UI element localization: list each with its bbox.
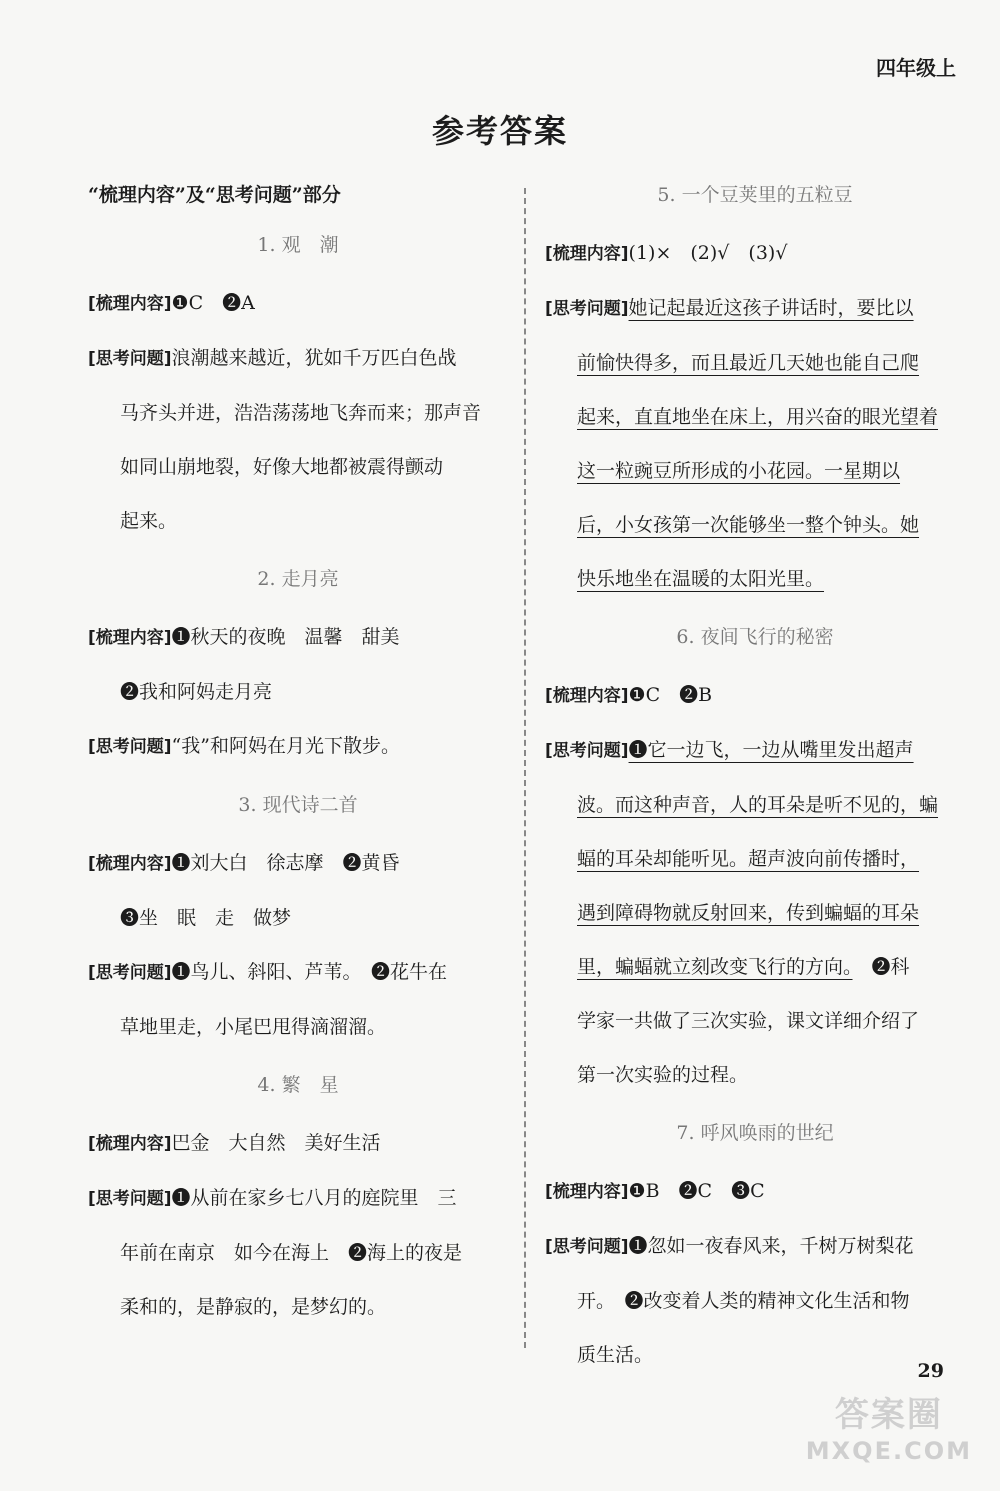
lesson-7-title: 7. 呼风唤雨的世纪 [676, 1122, 834, 1144]
lesson-2-thinking [88, 719, 508, 774]
answer-text: 起来。 [120, 510, 178, 532]
lesson-6-thinking [545, 723, 965, 1102]
lesson-6-sorting [545, 668, 965, 723]
answer-text: ❶C ❷B [628, 684, 713, 706]
tag-sorting: [梳理内容] [88, 1134, 172, 1154]
answer-text: ❸坐 眠 走 做梦 [120, 907, 292, 929]
tag-thinking: [思考问题] [545, 1237, 629, 1257]
tag-thinking: [思考问题] [88, 349, 172, 369]
left-column [88, 180, 508, 1334]
answer-text: 柔和的，是静寂的，是梦幻的。 [120, 1296, 387, 1318]
answer-text: 后，小女孩第一次能够坐一整个钟头。她 [577, 514, 920, 536]
page-number: 29 [917, 1360, 944, 1382]
lesson-4-title: 4. 繁 星 [257, 1074, 339, 1096]
tag-sorting: [梳理内容] [545, 244, 629, 264]
answer-text: 波。而这种声音，人的耳朵是听不见的，蝙 [577, 794, 939, 816]
tag-sorting: [梳理内容] [545, 1182, 629, 1202]
lesson-3-sorting [88, 836, 508, 945]
answer-text: ❷科 [852, 956, 910, 978]
tag-sorting: [梳理内容] [88, 628, 172, 648]
lesson-5-thinking [545, 281, 965, 606]
answer-text: 马齐头并进，浩浩荡荡地飞奔而来；那声音 [120, 402, 482, 424]
tag-thinking: [思考问题] [88, 737, 172, 757]
lesson-4-sorting [88, 1116, 508, 1171]
answer-text: ❶忽如一夜春风来，千树万树梨花 [628, 1235, 914, 1257]
answer-text: ❶鸟儿、斜阳、芦苇。 ❷花牛在 [171, 961, 448, 983]
lesson-2-sorting [88, 610, 508, 719]
tag-thinking: [思考问题] [88, 963, 172, 983]
tag-sorting: [梳理内容] [88, 294, 172, 314]
answer-text: ❶刘大白 徐志摩 ❷黄昏 [171, 852, 400, 874]
lesson-2-title: 2. 走月亮 [257, 568, 339, 590]
answer-text: 这一粒豌豆所形成的小花园。一星期以 [577, 460, 901, 482]
answer-text: 质生活。 [577, 1344, 654, 1366]
lesson-5-title: 5. 一个豆荚里的五粒豆 [657, 184, 853, 206]
answer-text: ❶秋天的夜晚 温馨 甜美 [171, 626, 400, 648]
answer-text: 起来，直直地坐在床上，用兴奋的眼光望着 [577, 406, 939, 428]
answer-text: 浪潮越来越近，犹如千万匹白色战 [171, 347, 457, 369]
answer-text: ❶B ❷C ❸C [628, 1180, 765, 1202]
answer-text: 蝠的耳朵却能听见。超声波向前传播时， [577, 848, 920, 870]
lesson-3-thinking [88, 945, 508, 1054]
section-heading: “梳理内容”及“思考问题”部分 [88, 184, 341, 206]
lesson-6-title: 6. 夜间飞行的秘密 [676, 626, 834, 648]
answer-text: 学家一共做了三次实验，课文详细介绍了 [577, 1010, 920, 1032]
answer-text: ❷我和阿妈走月亮 [120, 681, 273, 703]
answer-text: 她记起最近这孩子讲话时，要比以 [628, 297, 914, 319]
answer-text: ❶从前在家乡七八月的庭院里 三 [171, 1187, 457, 1209]
answer-text: 年前在南京 如今在海上 ❷海上的夜是 [120, 1242, 463, 1264]
column-divider [524, 188, 526, 1348]
answer-text: ❶C ❷A [171, 292, 255, 314]
answer-text: 里，蝙蝠就立刻改变飞行的方向。 [577, 956, 853, 978]
answer-text: 前愉快得多，而且最近几天她也能自己爬 [577, 352, 920, 374]
lesson-1-thinking [88, 331, 508, 548]
answer-text: 遇到障碍物就反射回来，传到蝙蝠的耳朵 [577, 902, 920, 924]
answer-text: ❶它一边飞，一边从嘴里发出超声 [628, 739, 914, 761]
answer-text: 第一次实验的过程。 [577, 1064, 749, 1086]
answer-text: “我”和阿妈在月光下散步。 [171, 735, 400, 757]
lesson-3-title: 3. 现代诗二首 [238, 794, 358, 816]
answer-text: (1)× (2)√ (3)√ [628, 242, 788, 264]
tag-thinking: [思考问题] [545, 299, 629, 319]
tag-sorting: [梳理内容] [88, 854, 172, 874]
lesson-4-thinking [88, 1171, 508, 1334]
answer-text: 如同山崩地裂，好像大地都被震得颤动 [120, 456, 444, 478]
lesson-5-sorting [545, 226, 965, 281]
tag-sorting: [梳理内容] [545, 686, 629, 706]
right-column [545, 180, 965, 1382]
lesson-1-sorting [88, 276, 508, 331]
lesson-7-thinking [545, 1219, 965, 1382]
watermark-logo: 答案圈 MXQE.COM [805, 1395, 972, 1465]
tag-thinking: [思考问题] [545, 741, 629, 761]
tag-thinking: [思考问题] [88, 1189, 172, 1209]
answer-text: 开。 ❷改变着人类的精神文化生活和物 [577, 1290, 910, 1312]
answer-text: 快乐地坐在温暖的太阳光里。 [577, 568, 825, 590]
lesson-1-title: 1. 观 潮 [257, 234, 339, 256]
page-title: 参考答案 [431, 112, 568, 150]
lesson-7-sorting [545, 1164, 965, 1219]
answer-text: 草地里走，小尾巴甩得滴溜溜。 [120, 1016, 387, 1038]
answer-text: 巴金 大自然 美好生活 [171, 1132, 381, 1154]
grade-label: 四年级上 [876, 56, 956, 80]
